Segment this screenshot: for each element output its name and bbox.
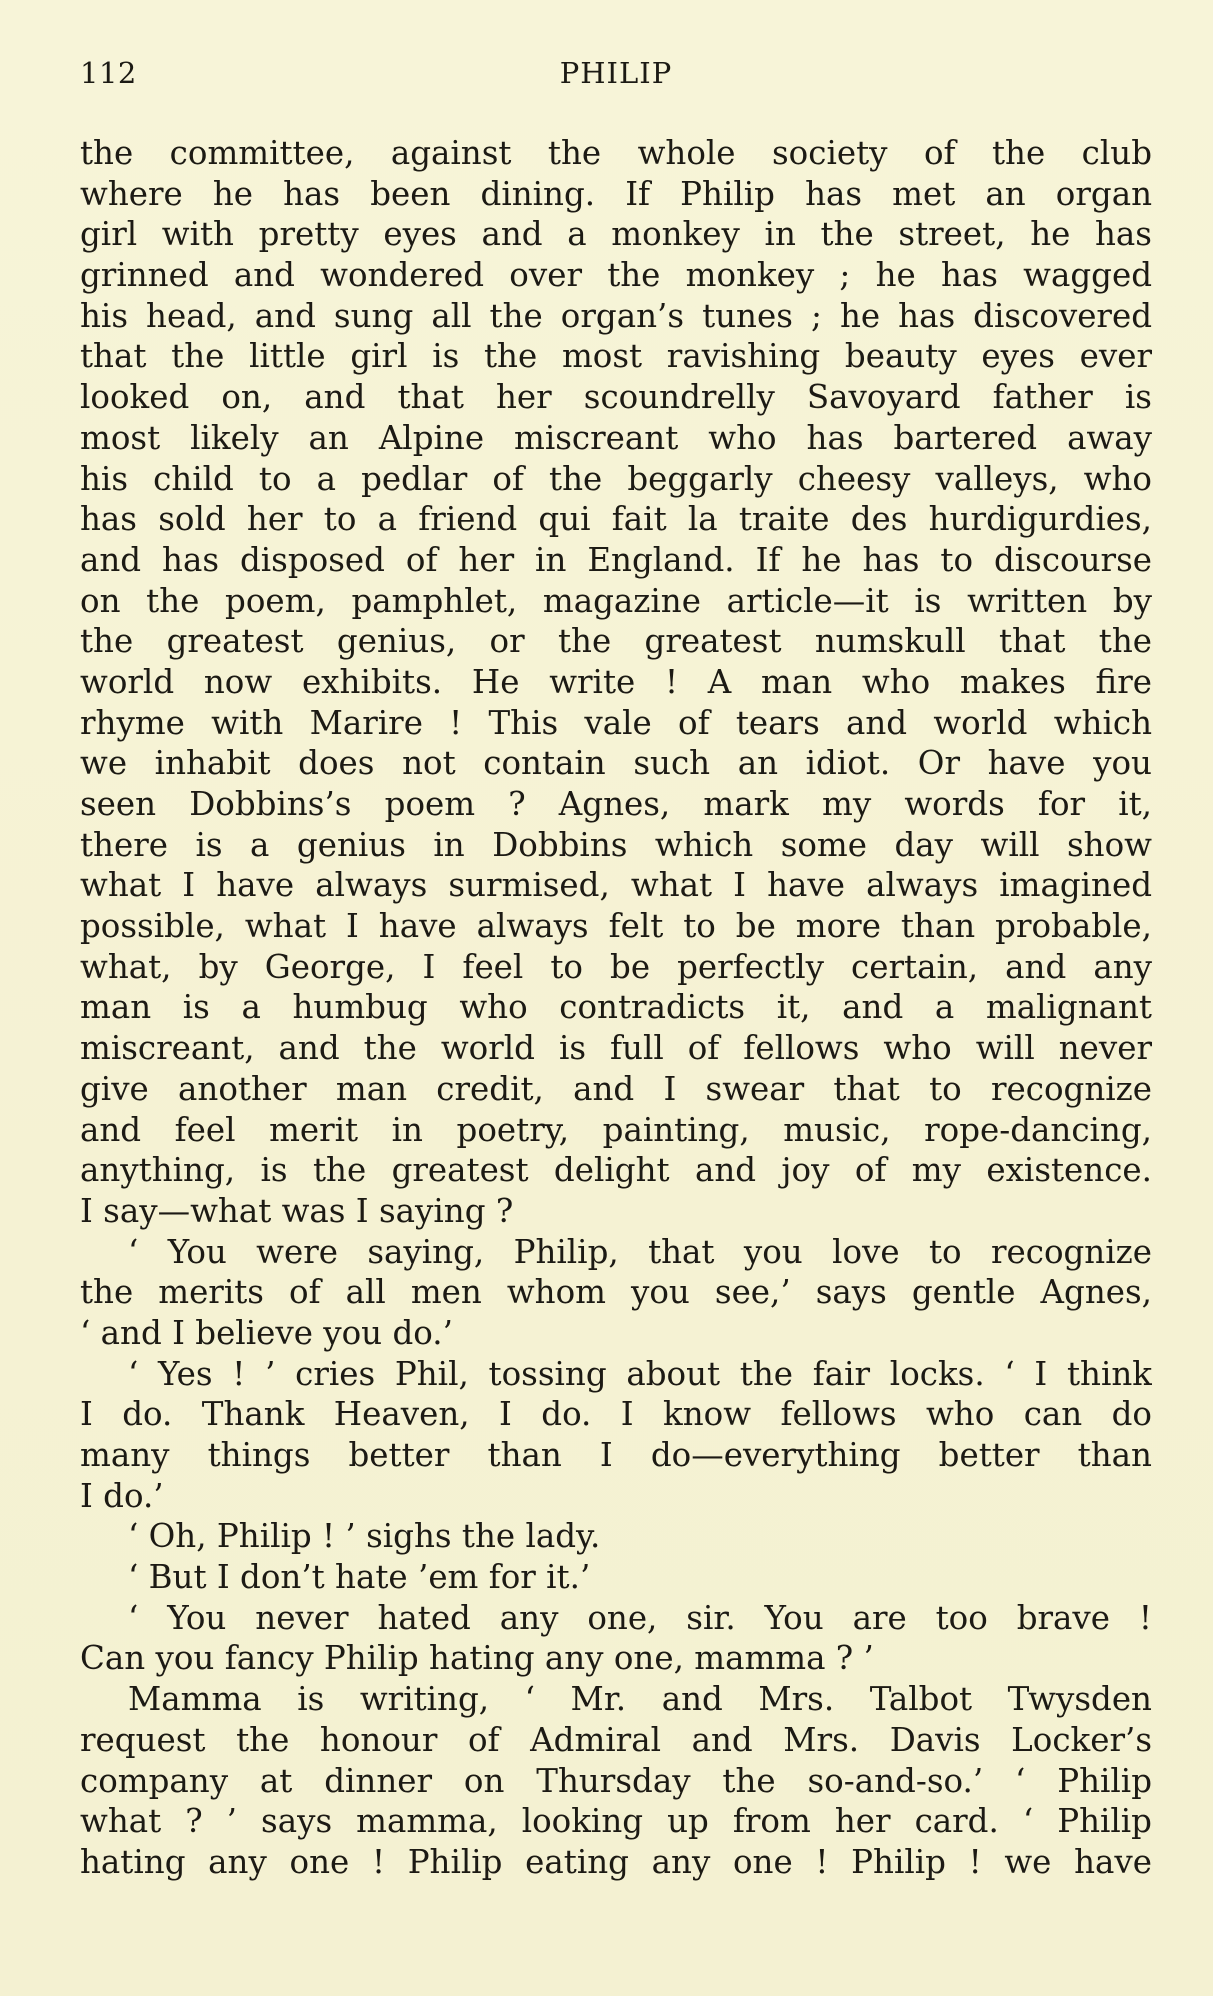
text-line: man is a humbug who contradicts it, and a malignant [80,988,1152,1027]
text-line: what, by George, I feel to be perfectly certain, and any [80,947,1152,986]
page-number: 112 [80,56,137,90]
page-header [80,56,1152,100]
text-line: has sold her to a friend qui fait la traite des hurdigurdies, [80,500,1152,539]
text-line: grinned and wondered over the monkey ; he has wagged [80,256,1152,295]
text-line: I say—what was I saying ? [80,1191,514,1230]
text-line: I do.’ [80,1476,164,1515]
text-line: ‘ You were saying, Philip, that you love to recognize [128,1232,1152,1271]
text-line: and has disposed of her in England. If he has to discourse [80,540,1152,579]
text-line: ‘ But I don’t hate ’em for it.’ [128,1558,591,1597]
text-line: seen Dobbins’s poem ? Agnes, mark my words for it, [80,785,1152,823]
text-line: ‘ Yes ! ’ cries Phil, tossing about the fair locks. ‘ I think [128,1354,1152,1393]
text-line: the merits of all men whom you see,’ says gentle Agnes, [80,1273,1152,1312]
text-line: the greatest genius, or the greatest numskull that the [80,622,1152,661]
text-line: Mamma is writing, ‘ Mr. and Mrs. Talbot Twysden [128,1680,1152,1719]
text-line: what ? ’ says mamma, looking up from her card. ‘ Philip [80,1802,1152,1841]
text-line: ‘ You never hated any one, sir. You are too brave ! [128,1598,1152,1637]
body-text [80,133,1152,1883]
text-line: looked on, and that her scoundrelly Savoyard father is [80,378,1152,417]
text-line: what I have always surmised, what I have always imagined [80,866,1152,905]
text-line: the committee, against the whole society of the club [80,134,1152,172]
text-line: girl with pretty eyes and a monkey in the street, he has [80,215,1152,254]
text-line: there is a genius in Dobbins which some day will show [80,825,1152,864]
text-line: on the poem, pamphlet, magazine article—it is written by [80,581,1152,620]
text-line: his head, and sung all the organ’s tunes ; he has discovered [80,296,1152,335]
text-line: many things better than I do—everything better than [80,1436,1152,1474]
text-line: company at dinner on Thursday the so-and-so.’ ‘ Philip [80,1761,1152,1800]
text-line: world now exhibits. He write ! A man who makes fire [80,662,1152,701]
text-line: possible, what I have always felt to be more than probable, [80,907,1152,946]
text-line: that the little girl is the most ravishing beauty eyes ever [80,337,1152,376]
text-line: Can you fancy Philip hating any one, mamma ? ’ [80,1639,874,1678]
text-line: I do. Thank Heaven, I do. I know fellows who can do [80,1395,1152,1434]
text-line: miscreant, and the world is full of fellows who will never [80,1029,1152,1068]
text-line: his child to a pedlar of the beggarly cheesy valleys, who [80,459,1152,498]
text-line: ‘ and I believe you do.’ [80,1313,453,1352]
text-line: ‘ Oh, Philip ! ’ sighs the lady. [128,1517,601,1556]
running-head: PHILIP [559,56,673,90]
text-line: most likely an Alpine miscreant who has bartered away [80,418,1152,457]
text-line: where he has been dining. If Philip has met an organ [80,174,1152,213]
text-line: we inhabit does not contain such an idiot. Or have you [80,744,1152,783]
text-line: and feel merit in poetry, painting, music, rope-dancing, [80,1110,1152,1149]
text-line: request the honour of Admiral and Mrs. Davis Locker’s [80,1720,1152,1759]
text-line: give another man credit, and I swear that to recognize [80,1069,1152,1108]
text-line: rhyme with Marire ! This vale of tears and world which [80,703,1152,742]
text-line: anything, is the greatest delight and joy of my existence. [80,1151,1152,1190]
text-line: hating any one ! Philip eating any one ! Philip ! we have [80,1842,1152,1881]
